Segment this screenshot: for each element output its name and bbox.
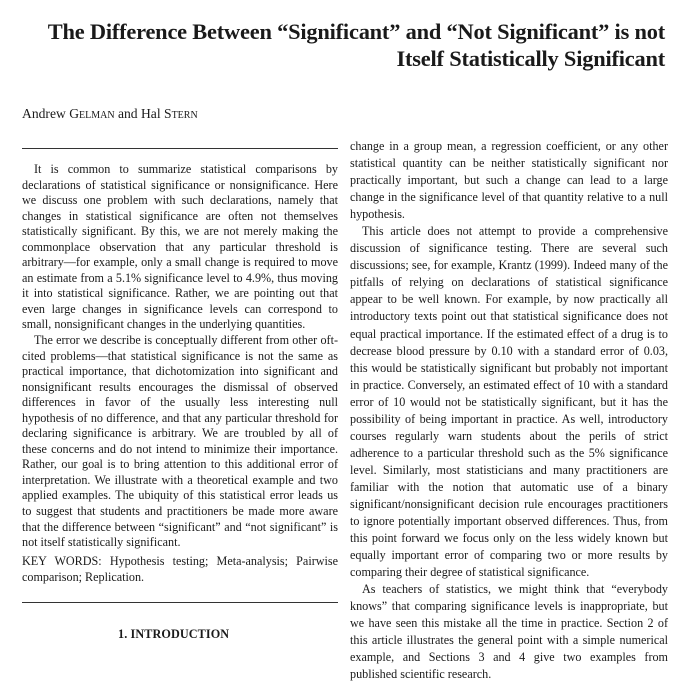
paper-title bbox=[25, 18, 665, 72]
abstract-paragraph-2: The error we describe is conceptually different from other oft-cited problems—that statistical significance is not the same as practical importance, that dichotomization into significant and nonsignificant results encourages the dismissal of observed differences in favor of the usually less interesting null hypothesis of no difference, and that any particular threshold for declaring significance is arbitrary. We are troubled by all of these concerns and do not intend to minimize their importance. Rather, our goal is to bring attention to this additional error of interpretation. We illustrate with a theoretical example and two applied examples. The ubiquity of this statistical error leads us to suggest that students and practitioners be made more aware that the difference between “significant” and “not significant” is not itself statistically significant. bbox=[22, 333, 338, 550]
author-conjunction: and Hal bbox=[114, 106, 165, 121]
author-second-surname: Stern bbox=[164, 106, 198, 121]
keywords: KEY WORDS: Hypothesis testing; Meta-analysis; Pairwise comparison; Replication. bbox=[22, 554, 338, 584]
right-paragraph-2: This article does not attempt to provide a comprehensive discussion of significance testing. There are several such discussions; see, for example, Krantz (1999). Indeed many of the pitfalls of relying on declarations of statistical significance appear to be well known. For example, by now practically all introductory texts point out that statistical significance does not equal practical importance. If the estimated effect of a drug is to decrease blood pressure by 0.10 with a standard error of 0.03, this would be statistically significant but probably not important in practice. Conversely, an estimated effect of 10 with a standard error of 10 would not be statistically significant, but it has the possibility of being important in practice. As well, introductory courses regularly warn students about the perils of strict adherence to a particular threshold such as the 5% significance level. Similarly, most statisticians and many practitioners are familiar with the notion that automatic use of a binary significant/nonsignificant decision rule encourages practitioners to ignore potentially important observed differences. Thus, from this point forward we focus only on the less widely known but equally important error of comparing two or more results by comparing their degree of statistical significance. bbox=[350, 224, 668, 580]
abstract bbox=[22, 162, 338, 551]
abstract-top-rule bbox=[22, 148, 338, 149]
paper-title-line-1: The Difference Between “Significant” and “Not Significant” is not bbox=[47, 19, 665, 44]
paper-title-line-2: Itself Statistically Significant bbox=[396, 46, 665, 71]
author-first-given: Andrew bbox=[22, 106, 70, 121]
right-paragraph-3: As teachers of statistics, we might think that “everybody knows” that comparing significance levels is inappropriate, but we have seen this mistake all the time in practice. Section 2 of this article illustrates the general point with a simple numerical example, and Sections 3 and 4 give two examples from published scientific research. bbox=[350, 582, 668, 682]
abstract-bottom-rule bbox=[22, 602, 338, 603]
section-heading-introduction: 1. INTRODUCTION bbox=[118, 627, 230, 641]
abstract-paragraph-1: It is common to summarize statistical comparisons by declarations of statistical significance or nonsignificance. Here we discuss one problem with such declarations, namely that changes in statistical significance are often not themselves statistically significant. By this, we are not merely making the commonplace observation that any particular threshold is arbitrary—for example, only a small change is required to move an estimate from a 5.1% significance level to 4.9%, thus moving it into statistical significance. Rather, we are pointing out that even large changes in significance levels can correspond to small, nonsignificant changes in the underlying quantities. bbox=[22, 162, 338, 332]
right-paragraph-1: change in a group mean, a regression coefficient, or any other statistical quantity can be neither statistically significant nor practically important, but such a change can lead to a large change in the significance level of that quantity relative to a null hypothesis. bbox=[350, 139, 668, 222]
right-column-text bbox=[350, 138, 668, 684]
author-first-surname: Gelman bbox=[69, 106, 115, 121]
author-list bbox=[22, 106, 198, 122]
